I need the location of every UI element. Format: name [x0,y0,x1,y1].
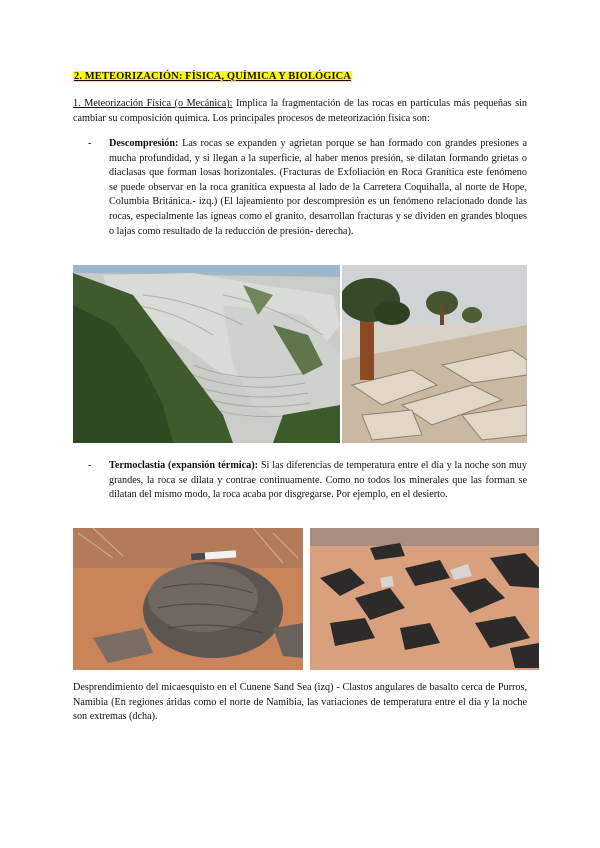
bullet-termoclastia [109,459,527,503]
photo-granite-slabs-tree [342,265,527,443]
photo-basalt-clasts-desert [310,528,539,670]
intro-paragraph [73,97,527,126]
photo-granite-exfoliation-cliff [73,265,340,443]
bullet-marker: - [88,460,92,471]
intro-label: 1. Meteorización Física (o Mecánica): [73,98,233,109]
bullet-text: Si las diferencias de temperatura entre el día y la noche son muy grandes, la roca se dilata y contrae continuamente. Como no todos los minerales que las forman se dilatan del mismo modo, la roca acaba por disgregarse. Por ejemplo, en el desierto. [109,460,527,501]
intro-text: Implica la fragmentación de las rocas en partículas más pequeñas sin cambiar su composición química. Los principales procesos de meteorización física son: [73,98,527,124]
section-title: 2. METEORIZACIÓN: FÍSICA, QUÍMICA Y BIOLÓGICA [74,71,352,82]
bullet-descompresion [109,137,527,239]
bullet-text: Las rocas se expanden y agrietan porque se han formado con grandes presiones a mucha profundidad, y si llegan a la superficie, al haber menos presión, se dilatan formando grietas o diaclasas que forman losas horizontales. (Fracturas de Exfoliación en Roca Granítica este fenómeno se puede observar en la roca granítica expuesta al lado de la Carretera Coquihalla, al norte de Hope, Columbia Británica.- izq.) (El lajeamiento por descompresión es un fenómeno relacionado donde las rocas, especialmente las ígneas como el granito, desarrollan fracturas y se dividen en grandes bloques o lajas como resultado de la reducción de presión- derecha). [109,138,527,237]
bullet-term: Termoclastia (expansión térmica): [109,460,259,471]
bullet-term: Descompresión: [109,138,179,149]
bullet-marker: - [88,138,92,149]
photo-caption: Desprendimiento del micaesquisto en el Cunene Sand Sea (izq) - Clastos angulares de basalto cerca de Purros, Namibia (En regiones áridas como el norte de Namibia, las variaciones de temperatura entre el día y la noche son extremas (dcha). [73,682,527,723]
photo-micaschist-boulder-sand [73,528,303,670]
